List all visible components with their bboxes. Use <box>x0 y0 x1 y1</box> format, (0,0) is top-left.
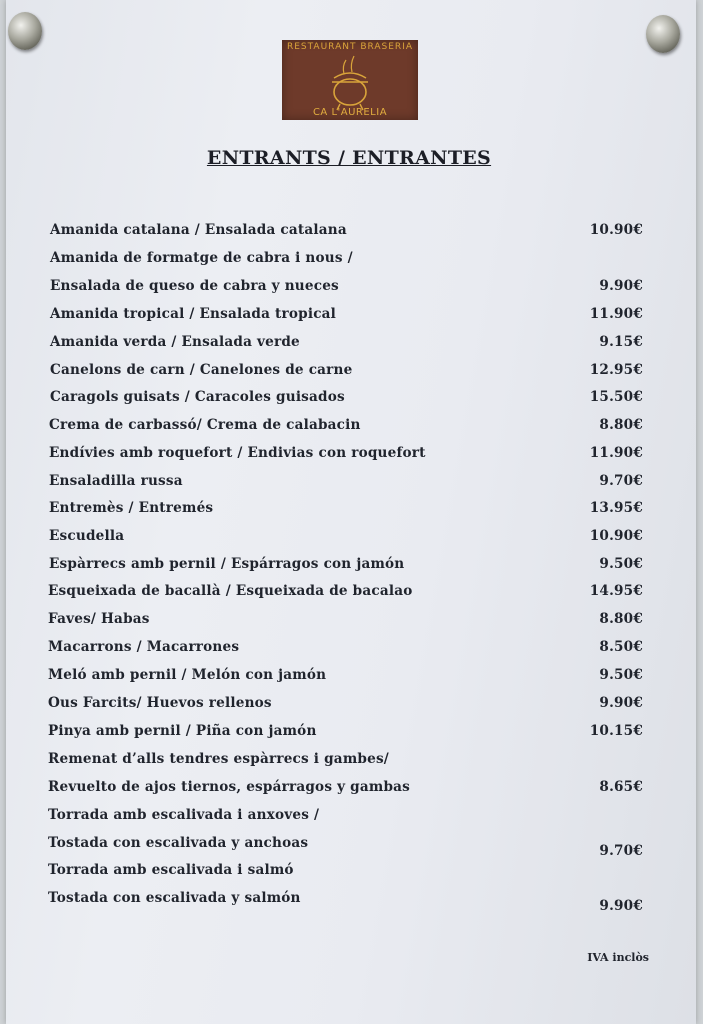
menu-item-price: 10.90€ <box>589 222 643 238</box>
menu-item-name: Macarrons / Macarrones <box>48 639 240 655</box>
menu-item-name: Tostada con escalivada y anchoas <box>48 835 309 851</box>
menu-item-name: Torrada amb escalivada i salmó <box>48 862 294 878</box>
menu-item-name: Tostada con escalivada y salmón <box>48 890 301 906</box>
menu-item-name: Amanida de formatge de cabra i nous / <box>50 250 353 266</box>
menu-item-name: Ensaladilla russa <box>49 473 183 489</box>
logo-name: CA L'AURELIA <box>312 107 388 118</box>
logo-top-text: RESTAURANT BRASERIA <box>286 42 413 52</box>
menu-item-name: Escudella <box>49 528 125 544</box>
menu-item-price: 8.80€ <box>599 417 643 433</box>
menu-item-price: 9.50€ <box>599 667 643 683</box>
menu-item-name: Canelons de carn / Canelones de carne <box>50 362 353 378</box>
menu-item-price: 8.80€ <box>599 611 643 627</box>
menu-item-price: 10.90€ <box>589 528 643 544</box>
menu-item-price: 9.70€ <box>599 843 643 859</box>
page-title: ENTRANTS / ENTRANTES <box>206 147 492 169</box>
menu-item-name: Crema de carbassó/ Crema de calabacin <box>49 417 361 433</box>
menu-item-price: 13.95€ <box>589 500 643 516</box>
menu-item-name: Caragols guisats / Caracoles guisados <box>50 389 345 405</box>
menu-item-price: 11.90€ <box>589 445 643 461</box>
menu-item-name: Amanida verda / Ensalada verde <box>50 334 300 350</box>
menu-item-name: Esqueixada de bacallà / Esqueixada de bacalao <box>48 583 413 599</box>
menu-item-price: 9.90€ <box>599 278 643 294</box>
menu-item-name: Torrada amb escalivada i anxoves / <box>48 807 320 823</box>
menu-item-price: 9.50€ <box>599 556 643 572</box>
menu-item-name: Pinya amb pernil / Piña con jamón <box>48 723 317 739</box>
menu-item-price: 8.65€ <box>599 779 643 795</box>
menu-item-price: 15.50€ <box>589 389 643 405</box>
menu-item-price: 9.15€ <box>599 334 643 350</box>
menu-item-price: 9.70€ <box>599 473 643 489</box>
menu-item-name: Amanida catalana / Ensalada catalana <box>50 222 347 238</box>
menu-item-price: 9.90€ <box>599 695 643 711</box>
menu-item-name: Entremès / Entremés <box>49 500 214 516</box>
vat-note: IVA inclòs <box>587 951 649 964</box>
menu-item-name: Faves/ Habas <box>48 611 150 627</box>
menu-item-price: 8.50€ <box>599 639 643 655</box>
menu-item-name: Espàrrecs amb pernil / Espárragos con jamón <box>49 556 405 572</box>
menu-item-name: Ensalada de queso de cabra y nueces <box>50 278 339 294</box>
menu-item-price: 10.15€ <box>589 723 643 739</box>
menu-item-price: 12.95€ <box>589 362 643 378</box>
menu-item-price: 11.90€ <box>589 306 643 322</box>
menu-item-price: 9.90€ <box>599 898 643 914</box>
menu-item-name: Amanida tropical / Ensalada tropical <box>50 306 337 322</box>
menu-item-name: Meló amb pernil / Melón con jamón <box>48 667 327 683</box>
menu-item-name: Endívies amb roquefort / Endivias con roquefort <box>49 445 426 461</box>
menu-item-name: Remenat d’alls tendres espàrrecs i gambes/ <box>48 751 389 767</box>
menu-item-name: Revuelto de ajos tiernos, espárragos y gambas <box>48 779 411 795</box>
menu-item-price: 14.95€ <box>589 583 643 599</box>
menu-item-name: Ous Farcits/ Huevos rellenos <box>48 695 272 711</box>
